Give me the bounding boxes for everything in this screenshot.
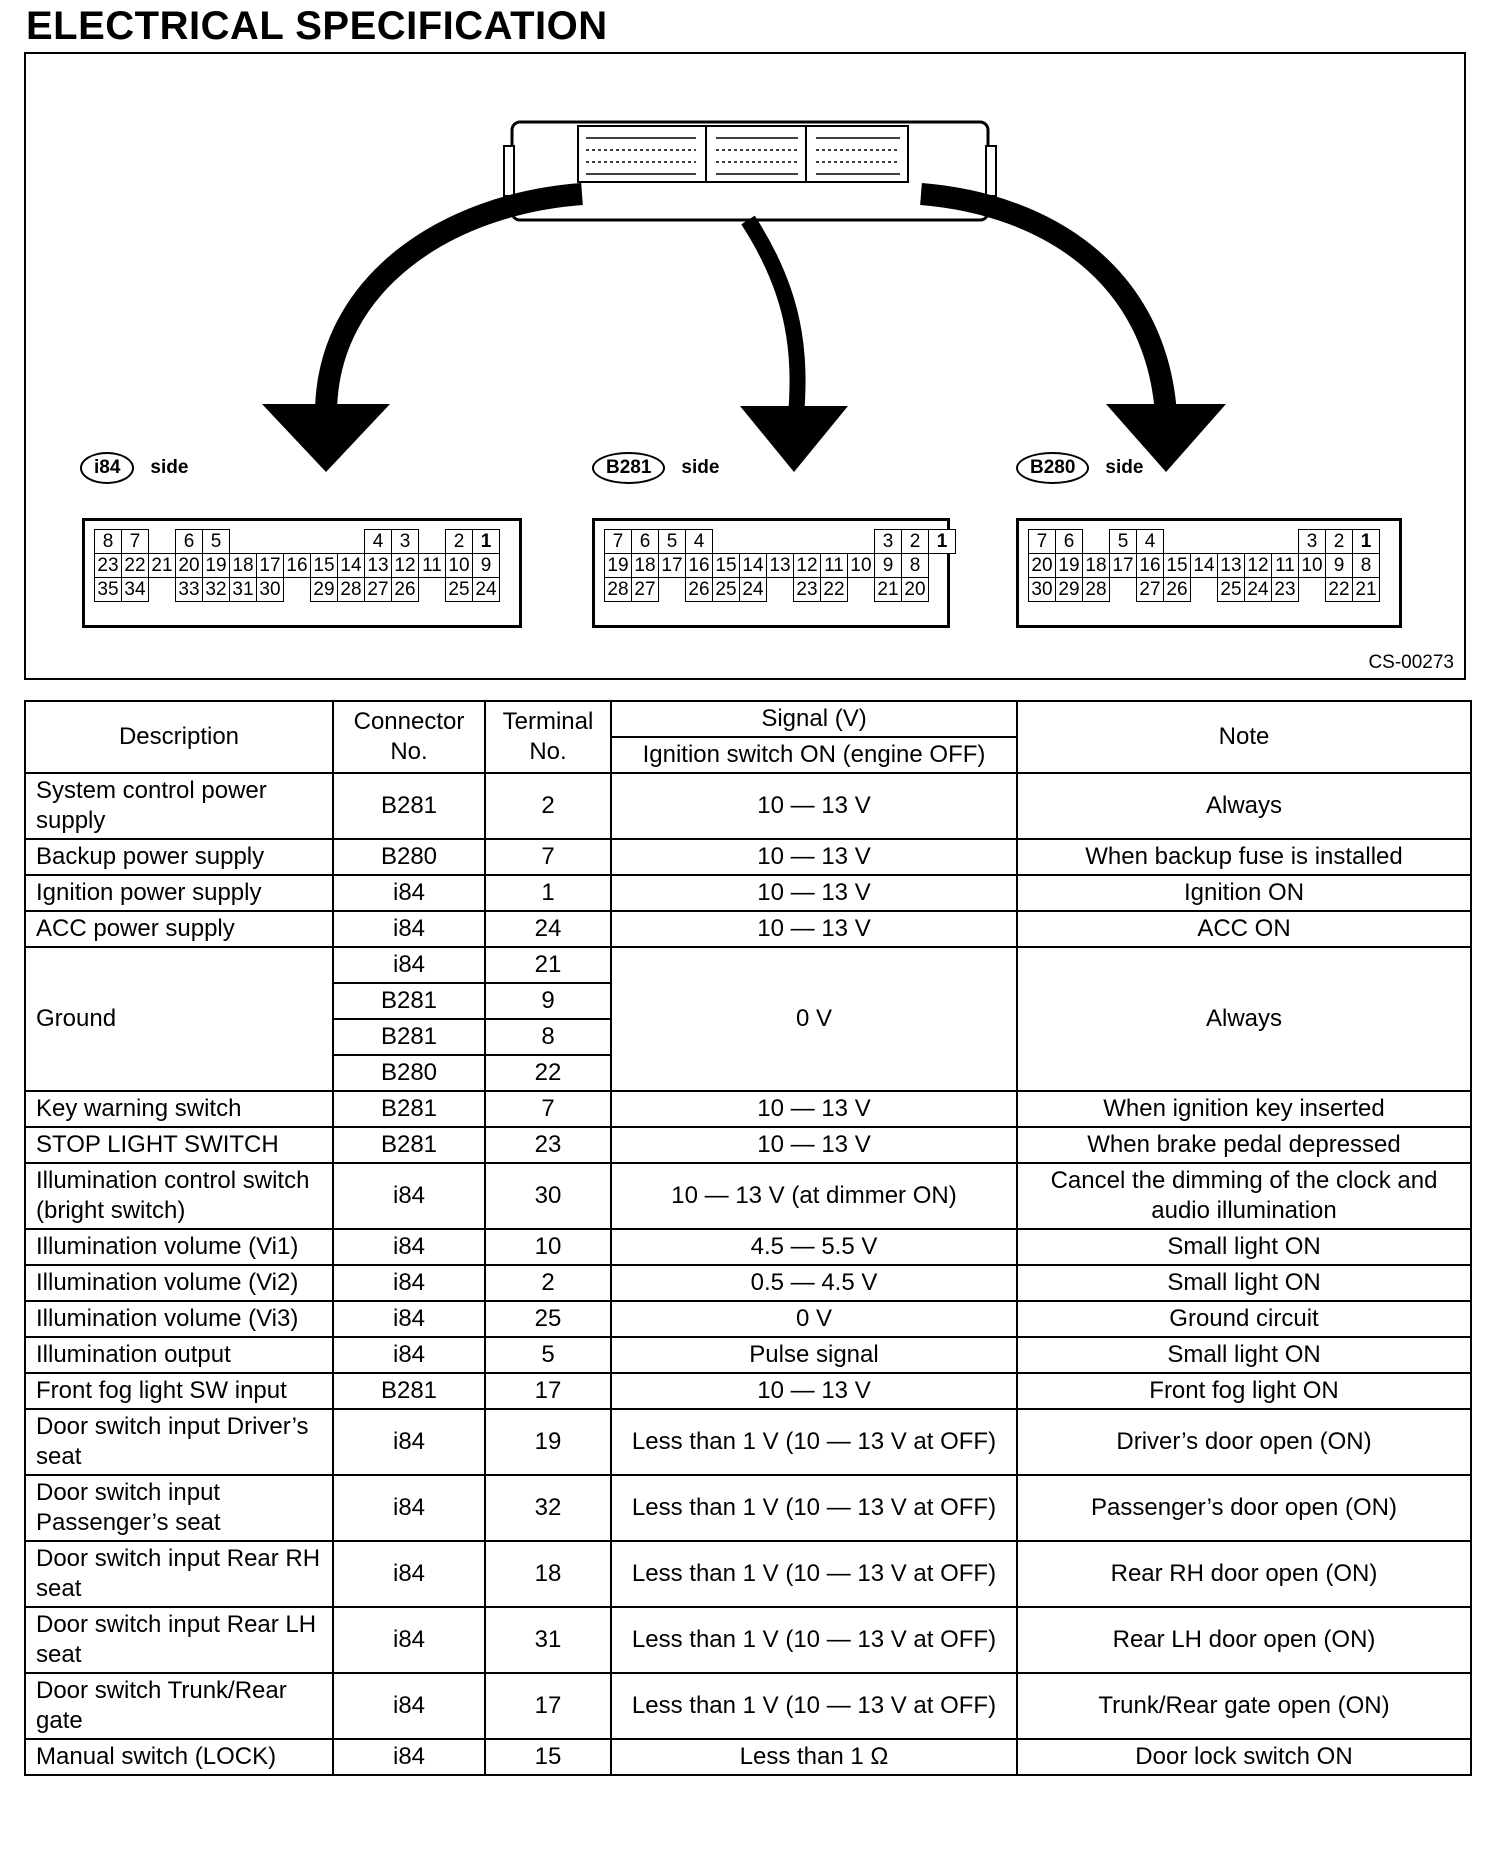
pin-16: 16 bbox=[685, 553, 713, 578]
pin-16: 16 bbox=[283, 553, 311, 578]
diagram-code: CS-00273 bbox=[1368, 652, 1454, 673]
note-cell: Rear LH door open (ON) bbox=[1017, 1607, 1471, 1673]
table-row bbox=[25, 911, 1471, 947]
connector-cell: i84 bbox=[333, 947, 485, 983]
side-label: side bbox=[1105, 457, 1144, 478]
description-cell: Illumination control switch (bright switch) bbox=[25, 1163, 333, 1229]
pin-13: 13 bbox=[364, 553, 392, 578]
pin-gap bbox=[418, 529, 446, 554]
connector-cell: i84 bbox=[333, 1673, 485, 1739]
table-row bbox=[25, 1739, 1471, 1775]
description-cell: Door switch input Rear LH seat bbox=[25, 1607, 333, 1673]
pin-6: 6 bbox=[175, 529, 203, 554]
pin-11: 11 bbox=[418, 553, 446, 578]
table-row bbox=[25, 875, 1471, 911]
pin-row bbox=[94, 577, 499, 602]
header-signal: Signal (V) bbox=[611, 701, 1017, 737]
pin-2: 2 bbox=[445, 529, 473, 554]
connector-cell: i84 bbox=[333, 875, 485, 911]
pin-14: 14 bbox=[337, 553, 365, 578]
connector-pinout-b280 bbox=[1016, 518, 1402, 628]
pin-gap bbox=[820, 529, 848, 554]
terminal-cell: 5 bbox=[485, 1337, 611, 1373]
signal-cell: Less than 1 V (10 — 13 V at OFF) bbox=[611, 1673, 1017, 1739]
connector-cell: B280 bbox=[333, 1055, 485, 1091]
description-cell: Illumination volume (Vi2) bbox=[25, 1265, 333, 1301]
terminal-cell: 7 bbox=[485, 839, 611, 875]
terminal-cell: 2 bbox=[485, 773, 611, 839]
signal-cell: 10 — 13 V bbox=[611, 1127, 1017, 1163]
pin-13: 13 bbox=[1217, 553, 1245, 578]
description-cell: Ignition power supply bbox=[25, 875, 333, 911]
table-row bbox=[25, 1127, 1471, 1163]
pin-28: 28 bbox=[1082, 577, 1110, 602]
terminal-cell: 19 bbox=[485, 1409, 611, 1475]
table-row bbox=[25, 1229, 1471, 1265]
pin-29: 29 bbox=[310, 577, 338, 602]
connector-cell: i84 bbox=[333, 1541, 485, 1607]
note-cell: Small light ON bbox=[1017, 1229, 1471, 1265]
pin-20: 20 bbox=[901, 577, 929, 602]
pin-4: 4 bbox=[1136, 529, 1164, 554]
connector-cell: B281 bbox=[333, 983, 485, 1019]
pin-32: 32 bbox=[202, 577, 230, 602]
pin-25: 25 bbox=[712, 577, 740, 602]
pin-19: 19 bbox=[1055, 553, 1083, 578]
signal-cell: Less than 1 V (10 — 13 V at OFF) bbox=[611, 1475, 1017, 1541]
pin-27: 27 bbox=[364, 577, 392, 602]
connector-cell: i84 bbox=[333, 1475, 485, 1541]
pin-gap bbox=[229, 529, 257, 554]
pin-31: 31 bbox=[229, 577, 257, 602]
pin-8: 8 bbox=[1352, 553, 1380, 578]
note-cell: Small light ON bbox=[1017, 1265, 1471, 1301]
table-row bbox=[25, 1607, 1471, 1673]
table-row bbox=[25, 1673, 1471, 1739]
pin-gap bbox=[1190, 577, 1218, 602]
pin-11: 11 bbox=[820, 553, 848, 578]
description-cell: Ground bbox=[25, 947, 333, 1091]
terminal-cell: 24 bbox=[485, 911, 611, 947]
pin-gap bbox=[1190, 529, 1218, 554]
pin-11: 11 bbox=[1271, 553, 1299, 578]
pin-23: 23 bbox=[1271, 577, 1299, 602]
table-row bbox=[25, 839, 1471, 875]
pin-gap bbox=[283, 577, 311, 602]
pin-gap bbox=[337, 529, 365, 554]
table-row bbox=[25, 1091, 1471, 1127]
terminal-cell: 25 bbox=[485, 1301, 611, 1337]
pin-row bbox=[1028, 529, 1379, 554]
description-cell: ACC power supply bbox=[25, 911, 333, 947]
pin-12: 12 bbox=[1244, 553, 1272, 578]
pin-21: 21 bbox=[874, 577, 902, 602]
header-connector-no: Connector No. bbox=[333, 701, 485, 773]
pin-row bbox=[94, 529, 499, 554]
pin-14: 14 bbox=[739, 553, 767, 578]
pin-9: 9 bbox=[472, 553, 500, 578]
pin-3: 3 bbox=[874, 529, 902, 554]
side-label: side bbox=[150, 457, 189, 478]
pin-3: 3 bbox=[1298, 529, 1326, 554]
terminal-cell: 1 bbox=[485, 875, 611, 911]
terminal-cell: 23 bbox=[485, 1127, 611, 1163]
terminal-cell: 21 bbox=[485, 947, 611, 983]
signal-cell: 10 — 13 V bbox=[611, 1373, 1017, 1409]
pin-gap bbox=[256, 529, 284, 554]
signal-cell: 10 — 13 V bbox=[611, 1091, 1017, 1127]
pin-28: 28 bbox=[604, 577, 632, 602]
header-description: Description bbox=[25, 701, 333, 773]
description-cell: Illumination output bbox=[25, 1337, 333, 1373]
note-cell: Ground circuit bbox=[1017, 1301, 1471, 1337]
pin-gap bbox=[847, 529, 875, 554]
table-row bbox=[25, 1301, 1471, 1337]
signal-cell: 4.5 — 5.5 V bbox=[611, 1229, 1017, 1265]
connector-cell: B281 bbox=[333, 1373, 485, 1409]
note-cell: Passenger’s door open (ON) bbox=[1017, 1475, 1471, 1541]
note-cell: Small light ON bbox=[1017, 1337, 1471, 1373]
connector-cell: B280 bbox=[333, 839, 485, 875]
connector-cell: i84 bbox=[333, 1163, 485, 1229]
pin-16: 16 bbox=[1136, 553, 1164, 578]
terminal-cell: 10 bbox=[485, 1229, 611, 1265]
pin-15: 15 bbox=[1163, 553, 1191, 578]
pin-15: 15 bbox=[712, 553, 740, 578]
header-terminal-no: Terminal No. bbox=[485, 701, 611, 773]
terminal-cell: 17 bbox=[485, 1673, 611, 1739]
note-cell: Ignition ON bbox=[1017, 875, 1471, 911]
pin-22: 22 bbox=[1325, 577, 1353, 602]
note-cell: Front fog light ON bbox=[1017, 1373, 1471, 1409]
terminal-cell: 31 bbox=[485, 1607, 611, 1673]
pin-25: 25 bbox=[445, 577, 473, 602]
page-title: ELECTRICAL SPECIFICATION bbox=[26, 4, 608, 48]
connector-cell: i84 bbox=[333, 1229, 485, 1265]
header-signal-condition: Ignition switch ON (engine OFF) bbox=[611, 737, 1017, 773]
pin-2: 2 bbox=[901, 529, 929, 554]
description-cell: Door switch input Rear RH seat bbox=[25, 1541, 333, 1607]
table-row bbox=[25, 1409, 1471, 1475]
table-row bbox=[25, 1541, 1471, 1607]
note-cell: Cancel the dimming of the clock and audio illumination bbox=[1017, 1163, 1471, 1229]
pin-gap bbox=[1244, 529, 1272, 554]
table-row bbox=[25, 1163, 1471, 1229]
pin-21: 21 bbox=[1352, 577, 1380, 602]
pin-10: 10 bbox=[847, 553, 875, 578]
note-cell: ACC ON bbox=[1017, 911, 1471, 947]
pin-gap bbox=[310, 529, 338, 554]
pin-13: 13 bbox=[766, 553, 794, 578]
pin-23: 23 bbox=[793, 577, 821, 602]
pin-17: 17 bbox=[658, 553, 686, 578]
pin-5: 5 bbox=[202, 529, 230, 554]
terminal-cell: 30 bbox=[485, 1163, 611, 1229]
connector-label-i84 bbox=[80, 452, 188, 484]
signal-cell: Less than 1 V (10 — 13 V at OFF) bbox=[611, 1541, 1017, 1607]
pin-gap bbox=[148, 529, 176, 554]
pin-gap bbox=[766, 577, 794, 602]
pin-24: 24 bbox=[739, 577, 767, 602]
connector-cell: B281 bbox=[333, 1019, 485, 1055]
description-cell: Manual switch (LOCK) bbox=[25, 1739, 333, 1775]
connector-label-b281 bbox=[592, 452, 719, 484]
pin-21: 21 bbox=[148, 553, 176, 578]
pin-30: 30 bbox=[256, 577, 284, 602]
connector-cell: B281 bbox=[333, 1091, 485, 1127]
pin-8: 8 bbox=[94, 529, 122, 554]
pin-gap bbox=[1082, 529, 1110, 554]
table-row bbox=[25, 1373, 1471, 1409]
note-cell: Door lock switch ON bbox=[1017, 1739, 1471, 1775]
pin-15: 15 bbox=[310, 553, 338, 578]
note-cell: Always bbox=[1017, 773, 1471, 839]
pin-24: 24 bbox=[472, 577, 500, 602]
pin-gap bbox=[1298, 577, 1326, 602]
pin-9: 9 bbox=[1325, 553, 1353, 578]
signal-cell: 0 V bbox=[611, 1301, 1017, 1337]
table-row bbox=[25, 1475, 1471, 1541]
signal-cell: 10 — 13 V bbox=[611, 839, 1017, 875]
description-cell: Backup power supply bbox=[25, 839, 333, 875]
signal-cell: Less than 1 V (10 — 13 V at OFF) bbox=[611, 1607, 1017, 1673]
note-cell: Trunk/Rear gate open (ON) bbox=[1017, 1673, 1471, 1739]
pin-1: 1 bbox=[472, 529, 500, 554]
pin-1: 1 bbox=[1352, 529, 1380, 554]
pin-10: 10 bbox=[1298, 553, 1326, 578]
note-cell: When backup fuse is installed bbox=[1017, 839, 1471, 875]
pin-27: 27 bbox=[1136, 577, 1164, 602]
pin-9: 9 bbox=[874, 553, 902, 578]
description-cell: STOP LIGHT SWITCH bbox=[25, 1127, 333, 1163]
connector-cell: i84 bbox=[333, 1409, 485, 1475]
table-row bbox=[25, 947, 1471, 983]
electrical-spec-table bbox=[24, 700, 1472, 1776]
terminal-cell: 15 bbox=[485, 1739, 611, 1775]
pin-gap bbox=[739, 529, 767, 554]
connector-diagram bbox=[24, 52, 1466, 680]
signal-cell: 10 — 13 V bbox=[611, 773, 1017, 839]
pin-20: 20 bbox=[175, 553, 203, 578]
pin-row bbox=[604, 553, 928, 578]
table-row bbox=[25, 773, 1471, 839]
connector-pinout-i84 bbox=[82, 518, 522, 628]
pin-1: 1 bbox=[928, 529, 956, 554]
terminal-cell: 7 bbox=[485, 1091, 611, 1127]
pin-18: 18 bbox=[631, 553, 659, 578]
signal-cell: Less than 1 V (10 — 13 V at OFF) bbox=[611, 1409, 1017, 1475]
pin-row bbox=[94, 553, 499, 578]
description-cell: Key warning switch bbox=[25, 1091, 333, 1127]
header-note: Note bbox=[1017, 701, 1471, 773]
signal-cell: 10 — 13 V bbox=[611, 911, 1017, 947]
connector-cell: i84 bbox=[333, 1301, 485, 1337]
pin-row bbox=[604, 577, 928, 602]
pin-gap bbox=[658, 577, 686, 602]
description-cell: Door switch input Driver’s seat bbox=[25, 1409, 333, 1475]
pin-gap bbox=[1163, 529, 1191, 554]
terminal-cell: 22 bbox=[485, 1055, 611, 1091]
pin-gap bbox=[148, 577, 176, 602]
signal-cell: 0 V bbox=[611, 947, 1017, 1091]
pin-26: 26 bbox=[1163, 577, 1191, 602]
pin-17: 17 bbox=[256, 553, 284, 578]
pin-10: 10 bbox=[445, 553, 473, 578]
pin-7: 7 bbox=[1028, 529, 1056, 554]
pin-gap bbox=[1271, 529, 1299, 554]
note-cell: Always bbox=[1017, 947, 1471, 1091]
pin-7: 7 bbox=[604, 529, 632, 554]
pin-row bbox=[1028, 553, 1379, 578]
pin-12: 12 bbox=[391, 553, 419, 578]
pin-33: 33 bbox=[175, 577, 203, 602]
pin-row bbox=[1028, 577, 1379, 602]
pin-7: 7 bbox=[121, 529, 149, 554]
pin-4: 4 bbox=[364, 529, 392, 554]
signal-cell: 10 — 13 V (at dimmer ON) bbox=[611, 1163, 1017, 1229]
terminal-cell: 8 bbox=[485, 1019, 611, 1055]
pin-24: 24 bbox=[1244, 577, 1272, 602]
pin-19: 19 bbox=[202, 553, 230, 578]
connector-cell: i84 bbox=[333, 1337, 485, 1373]
pin-4: 4 bbox=[685, 529, 713, 554]
connector-cell: i84 bbox=[333, 1607, 485, 1673]
pin-3: 3 bbox=[391, 529, 419, 554]
pin-22: 22 bbox=[820, 577, 848, 602]
note-cell: Rear RH door open (ON) bbox=[1017, 1541, 1471, 1607]
pin-gap bbox=[847, 577, 875, 602]
connector-cell: i84 bbox=[333, 1265, 485, 1301]
pin-6: 6 bbox=[631, 529, 659, 554]
terminal-cell: 32 bbox=[485, 1475, 611, 1541]
terminal-cell: 17 bbox=[485, 1373, 611, 1409]
pin-5: 5 bbox=[1109, 529, 1137, 554]
pin-18: 18 bbox=[229, 553, 257, 578]
description-cell: Door switch Trunk/Rear gate bbox=[25, 1673, 333, 1739]
pin-22: 22 bbox=[121, 553, 149, 578]
signal-cell: 10 — 13 V bbox=[611, 875, 1017, 911]
pin-26: 26 bbox=[685, 577, 713, 602]
pin-gap bbox=[418, 577, 446, 602]
note-cell: When ignition key inserted bbox=[1017, 1091, 1471, 1127]
description-cell: Front fog light SW input bbox=[25, 1373, 333, 1409]
description-cell: Door switch input Passenger’s seat bbox=[25, 1475, 333, 1541]
connector-cell: i84 bbox=[333, 911, 485, 947]
pin-6: 6 bbox=[1055, 529, 1083, 554]
pin-28: 28 bbox=[337, 577, 365, 602]
pin-25: 25 bbox=[1217, 577, 1245, 602]
table-row bbox=[25, 1337, 1471, 1373]
connector-cell: B281 bbox=[333, 1127, 485, 1163]
pin-27: 27 bbox=[631, 577, 659, 602]
connector-pinout-b281 bbox=[592, 518, 950, 628]
pin-29: 29 bbox=[1055, 577, 1083, 602]
pin-12: 12 bbox=[793, 553, 821, 578]
connector-id-oval: B280 bbox=[1016, 452, 1089, 484]
pin-2: 2 bbox=[1325, 529, 1353, 554]
note-cell: Driver’s door open (ON) bbox=[1017, 1409, 1471, 1475]
pin-34: 34 bbox=[121, 577, 149, 602]
terminal-cell: 18 bbox=[485, 1541, 611, 1607]
pin-gap bbox=[766, 529, 794, 554]
pin-20: 20 bbox=[1028, 553, 1056, 578]
connector-id-oval: i84 bbox=[80, 452, 134, 484]
description-cell: Illumination volume (Vi3) bbox=[25, 1301, 333, 1337]
table-row bbox=[25, 1265, 1471, 1301]
pin-19: 19 bbox=[604, 553, 632, 578]
signal-cell: Less than 1 Ω bbox=[611, 1739, 1017, 1775]
connector-id-oval: B281 bbox=[592, 452, 665, 484]
pin-gap bbox=[1109, 577, 1137, 602]
signal-cell: 0.5 — 4.5 V bbox=[611, 1265, 1017, 1301]
pin-30: 30 bbox=[1028, 577, 1056, 602]
pin-5: 5 bbox=[658, 529, 686, 554]
pin-gap bbox=[793, 529, 821, 554]
pin-23: 23 bbox=[94, 553, 122, 578]
pin-26: 26 bbox=[391, 577, 419, 602]
pin-17: 17 bbox=[1109, 553, 1137, 578]
connector-cell: i84 bbox=[333, 1739, 485, 1775]
terminal-cell: 9 bbox=[485, 983, 611, 1019]
pin-35: 35 bbox=[94, 577, 122, 602]
pin-row bbox=[604, 529, 955, 554]
signal-cell: Pulse signal bbox=[611, 1337, 1017, 1373]
pin-gap bbox=[712, 529, 740, 554]
connector-label-b280 bbox=[1016, 452, 1143, 484]
pin-14: 14 bbox=[1190, 553, 1218, 578]
description-cell: System control power supply bbox=[25, 773, 333, 839]
note-cell: When brake pedal depressed bbox=[1017, 1127, 1471, 1163]
connector-cell: B281 bbox=[333, 773, 485, 839]
pin-18: 18 bbox=[1082, 553, 1110, 578]
terminal-cell: 2 bbox=[485, 1265, 611, 1301]
pin-gap bbox=[1217, 529, 1245, 554]
pin-gap bbox=[283, 529, 311, 554]
side-label: side bbox=[681, 457, 720, 478]
pin-8: 8 bbox=[901, 553, 929, 578]
description-cell: Illumination volume (Vi1) bbox=[25, 1229, 333, 1265]
